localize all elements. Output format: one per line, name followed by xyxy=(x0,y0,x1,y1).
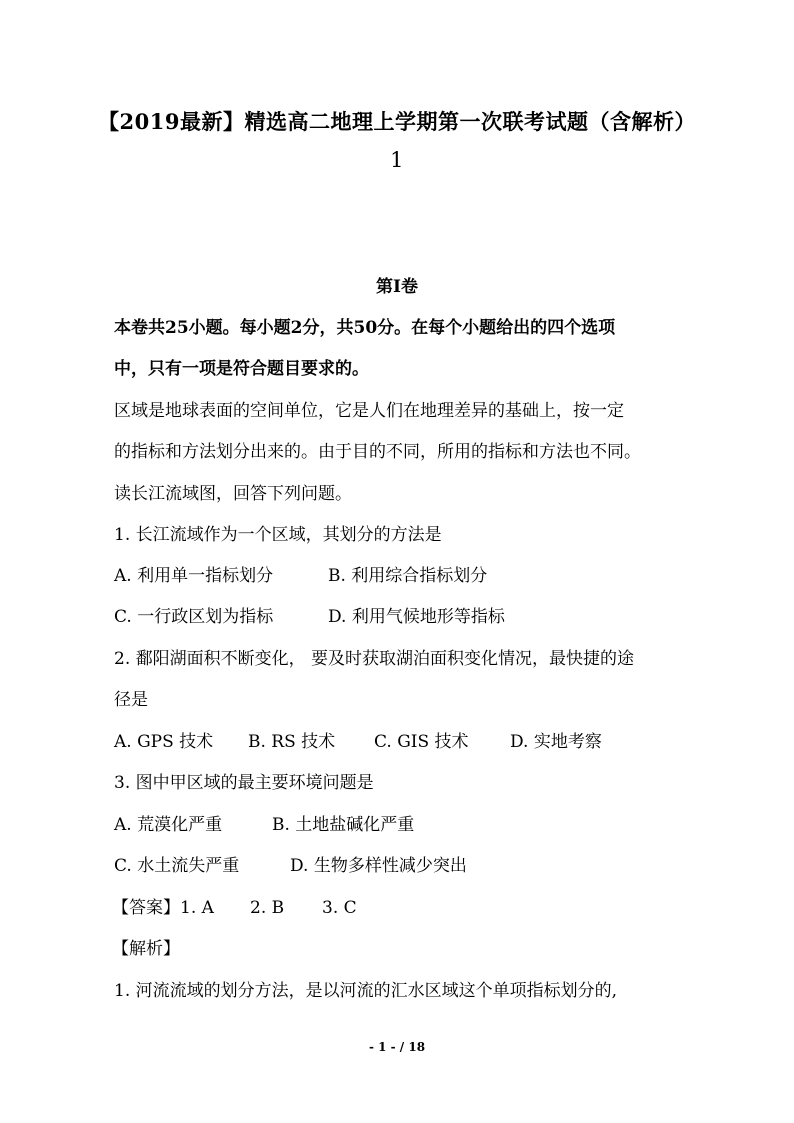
option-c: C. GIS 技术 xyxy=(374,732,469,752)
answer-line xyxy=(112,898,357,918)
instructions-line-1: 本卷共25小题。每小题2分，共50分。在每个小题给出的四个选项 xyxy=(114,318,616,338)
question-1-options-row-1 xyxy=(114,566,487,586)
question-2-stem-line-1: 2. 鄱阳湖面积不断变化， 要及时获取湖泊面积变化情况，最快捷的途 xyxy=(114,649,635,669)
page-indicator: - 1 - / 18 xyxy=(368,1040,426,1054)
option-a: A. 利用单一指标划分 xyxy=(114,566,274,586)
analysis-label: 【解析】 xyxy=(112,939,180,959)
option-b: B. RS 技术 xyxy=(248,732,336,752)
option-c: C. 水土流失严重 xyxy=(114,856,240,876)
passage-line-2: 的指标和方法划分出来的。由于目的不同，所用的指标和方法也不同。 xyxy=(114,442,641,462)
section-heading: 第I卷 xyxy=(376,277,418,297)
question-2-stem-line-2: 径是 xyxy=(114,690,148,710)
answer-label: 【答案】 xyxy=(112,898,180,918)
option-b: B. 利用综合指标划分 xyxy=(328,566,488,586)
question-3-stem: 3. 图中甲区域的最主要环境问题是 xyxy=(114,773,374,793)
answer-2: 2. B xyxy=(250,898,285,918)
document-title-line2: 1 xyxy=(390,148,404,172)
option-b: B. 土地盐碱化严重 xyxy=(272,815,415,835)
question-3-options-row-1 xyxy=(114,815,414,835)
passage-line-1: 区域是地球表面的空间单位，它是人们在地理差异的基础上，按一定 xyxy=(114,401,624,421)
answer-3: 3. C xyxy=(322,898,357,918)
option-d: D. 利用气候地形等指标 xyxy=(328,607,505,627)
question-3-options-row-2 xyxy=(114,856,467,876)
passage-line-3: 读长江流域图，回答下列问题。 xyxy=(114,484,352,504)
answer-1: 1. A xyxy=(180,898,214,918)
option-a: A. 荒漠化严重 xyxy=(114,815,223,835)
analysis-line-1: 1. 河流流域的划分方法，是以河流的汇水区域这个单项指标划分的, xyxy=(114,981,618,1001)
option-d: D. 生物多样性减少突出 xyxy=(290,856,467,876)
document-title: 【2019最新】精选高二地理上学期第一次联考试题（含解析） xyxy=(98,109,696,134)
option-d: D. 实地考察 xyxy=(510,732,602,752)
instructions-line-2: 中，只有一项是符合题目要求的。 xyxy=(114,359,369,379)
question-2-options xyxy=(114,732,602,752)
option-c: C. 一行政区划为指标 xyxy=(114,607,274,627)
question-1-stem: 1. 长江流域作为一个区域，其划分的方法是 xyxy=(114,525,442,545)
option-a: A. GPS 技术 xyxy=(114,732,214,752)
question-1-options-row-2 xyxy=(114,607,505,627)
